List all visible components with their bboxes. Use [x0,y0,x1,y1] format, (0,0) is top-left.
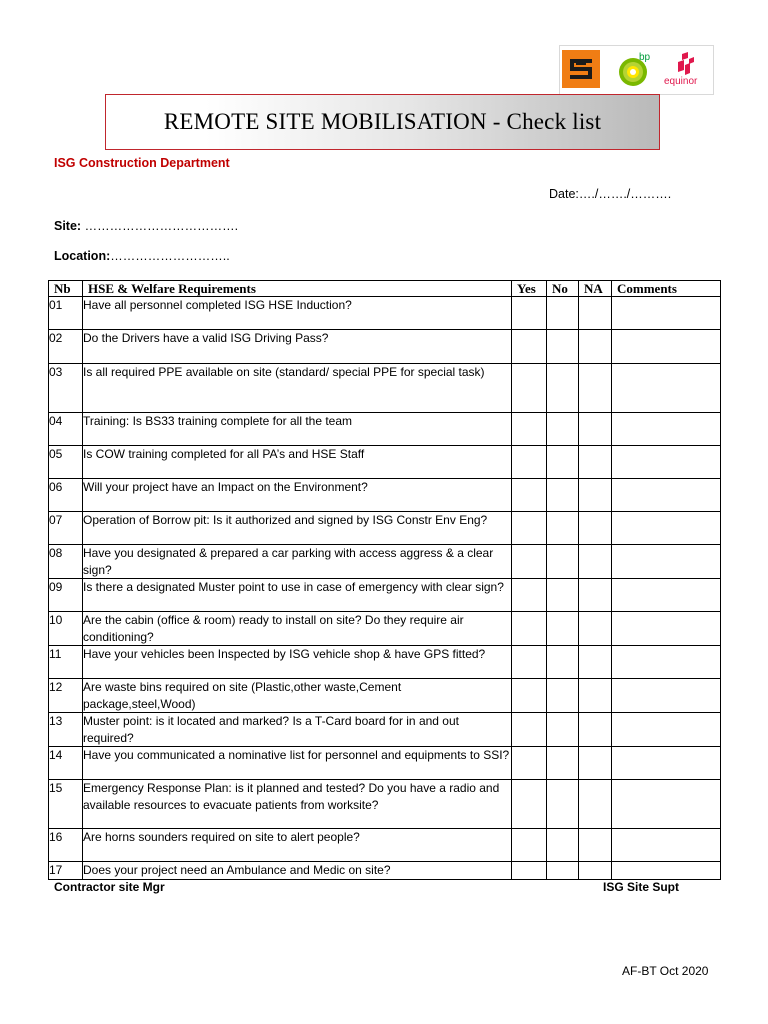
na-cell[interactable] [579,780,612,829]
row-number: 09 [49,579,83,612]
site-label: Site: [54,219,82,233]
yes-cell[interactable] [512,579,547,612]
comments-cell[interactable] [612,612,721,646]
row-number: 16 [49,829,83,862]
row-number: 01 [49,297,83,330]
footer-reference: AF-BT Oct 2020 [622,964,709,978]
requirement-text: Have you designated & prepared a car parking with access aggress & a clear sign? [83,545,512,579]
row-number: 08 [49,545,83,579]
isg-signature-label: ISG Site Supt [603,880,680,894]
col-header-requirements: HSE & Welfare Requirements [83,281,512,297]
no-cell[interactable] [547,646,579,679]
comments-cell[interactable] [612,512,721,545]
col-header-no: No [547,281,579,297]
no-cell[interactable] [547,297,579,330]
location-value: ……………………….. [110,249,230,263]
no-cell[interactable] [547,612,579,646]
comments-cell[interactable] [612,829,721,862]
row-number: 11 [49,646,83,679]
col-header-nb: Nb [49,281,83,297]
equinor-logo [660,50,712,88]
row-number: 17 [49,862,83,880]
na-cell[interactable] [579,446,612,479]
no-cell[interactable] [547,364,579,413]
na-cell[interactable] [579,646,612,679]
requirement-text: Training: Is BS33 training complete for all the team [83,413,512,446]
table-row [49,413,721,446]
comments-cell[interactable] [612,679,721,713]
yes-cell[interactable] [512,545,547,579]
na-cell[interactable] [579,713,612,747]
yes-cell[interactable] [512,747,547,780]
no-cell[interactable] [547,330,579,364]
requirement-text: Are horns sounders required on site to alert people? [83,829,512,862]
row-number: 15 [49,780,83,829]
requirement-text: Is COW training completed for all PA’s and HSE Staff [83,446,512,479]
yes-cell[interactable] [512,446,547,479]
yes-cell[interactable] [512,829,547,862]
yes-cell[interactable] [512,612,547,646]
no-cell[interactable] [547,679,579,713]
row-number: 03 [49,364,83,413]
table-row [49,829,721,862]
yes-cell[interactable] [512,479,547,512]
no-cell[interactable] [547,829,579,862]
table-row [49,612,721,646]
table-row [49,747,721,780]
yes-cell[interactable] [512,862,547,880]
no-cell[interactable] [547,512,579,545]
row-number: 04 [49,413,83,446]
date-field: Date:…./……./………. [549,187,672,201]
svg-text:bp: bp [639,52,651,63]
requirement-text: Are waste bins required on site (Plastic,other waste,Cement package,steel,Wood) [83,679,512,713]
no-cell[interactable] [547,413,579,446]
comments-cell[interactable] [612,747,721,780]
na-cell[interactable] [579,862,612,880]
comments-cell[interactable] [612,713,721,747]
comments-cell[interactable] [612,780,721,829]
row-number: 06 [49,479,83,512]
requirement-text: Will your project have an Impact on the Environment? [83,479,512,512]
na-cell[interactable] [579,579,612,612]
na-cell[interactable] [579,679,612,713]
comments-cell[interactable] [612,413,721,446]
table-row [49,446,721,479]
table-row [49,862,721,880]
no-cell[interactable] [547,479,579,512]
na-cell[interactable] [579,829,612,862]
na-cell[interactable] [579,612,612,646]
location-label: Location: [54,249,111,263]
comments-cell[interactable] [612,862,721,880]
no-cell[interactable] [547,446,579,479]
location-field [54,249,230,263]
requirement-text: Have you communicated a nominative list for personnel and equipments to SSI? [83,747,512,780]
na-cell[interactable] [579,747,612,780]
table-row [49,330,721,364]
comments-cell[interactable] [612,330,721,364]
partner-logos [559,45,714,95]
table-row [49,512,721,545]
row-number: 13 [49,713,83,747]
comments-cell[interactable] [612,446,721,479]
yes-cell[interactable] [512,297,547,330]
comments-cell[interactable] [612,479,721,512]
requirement-text: Does your project need an Ambulance and Medic on site? [83,862,512,880]
table-row [49,646,721,679]
requirement-text: Is all required PPE available on site (standard/ special PPE for special task) [83,364,512,413]
col-header-comments: Comments [612,281,721,297]
table-row [49,679,721,713]
no-cell[interactable] [547,862,579,880]
table-row [49,297,721,330]
requirement-text: Have your vehicles been Inspected by ISG vehicle shop & have GPS fitted? [83,646,512,679]
table-header-row [49,281,721,297]
row-number: 12 [49,679,83,713]
yes-cell[interactable] [512,364,547,413]
comments-cell[interactable] [612,545,721,579]
site-field [54,219,238,233]
table-row [49,479,721,512]
na-cell[interactable] [579,545,612,579]
title-box [105,94,660,150]
requirement-text: Emergency Response Plan: is it planned and tested? Do you have a radio and available resources to evacuate patients from worksite? [83,780,512,829]
yes-cell[interactable] [512,713,547,747]
svg-text:equinor: equinor [664,76,698,87]
no-cell[interactable] [547,780,579,829]
table-row [49,579,721,612]
row-number: 10 [49,612,83,646]
yes-cell[interactable] [512,413,547,446]
yes-cell[interactable] [512,679,547,713]
yes-cell[interactable] [512,780,547,829]
requirement-text: Do the Drivers have a valid ISG Driving Pass? [83,330,512,364]
na-cell[interactable] [579,364,612,413]
row-number: 05 [49,446,83,479]
na-cell[interactable] [579,413,612,446]
row-number: 02 [49,330,83,364]
comments-cell[interactable] [612,297,721,330]
na-cell[interactable] [579,297,612,330]
col-header-yes: Yes [512,281,547,297]
comments-cell[interactable] [612,579,721,612]
comments-cell[interactable] [612,646,721,679]
department-name: ISG Construction Department [54,156,230,170]
requirement-text: Is there a designated Muster point to use in case of emergency with clear sign? [83,579,512,612]
yes-cell[interactable] [512,330,547,364]
no-cell[interactable] [547,545,579,579]
na-cell[interactable] [579,479,612,512]
no-cell[interactable] [547,579,579,612]
requirement-text: Are the cabin (office & room) ready to install on site? Do they require air conditioning? [83,612,512,646]
no-cell[interactable] [547,747,579,780]
row-number: 07 [49,512,83,545]
bp-logo [610,50,656,88]
requirement-text: Muster point: is it located and marked? Is a T-Card board for in and out required? [83,713,512,747]
row-number: 14 [49,747,83,780]
page-title: REMOTE SITE MOBILISATION - Check list [163,109,602,134]
comments-cell[interactable] [612,364,721,413]
requirement-text: Operation of Borrow pit: Is it authorized and signed by ISG Constr Env Eng? [83,512,512,545]
contractor-signature-label: Contractor site Mgr [54,880,165,894]
table-row [49,545,721,579]
table-row [49,780,721,829]
na-cell[interactable] [579,512,612,545]
yes-cell[interactable] [512,512,547,545]
na-cell[interactable] [579,330,612,364]
table-row [49,713,721,747]
checklist-table [48,280,721,880]
sonatrach-logo [562,50,600,88]
table-row [49,364,721,413]
site-value: ………………………………. [84,219,239,233]
no-cell[interactable] [547,713,579,747]
requirement-text: Have all personnel completed ISG HSE Induction? [83,297,512,330]
yes-cell[interactable] [512,646,547,679]
col-header-na: NA [579,281,612,297]
